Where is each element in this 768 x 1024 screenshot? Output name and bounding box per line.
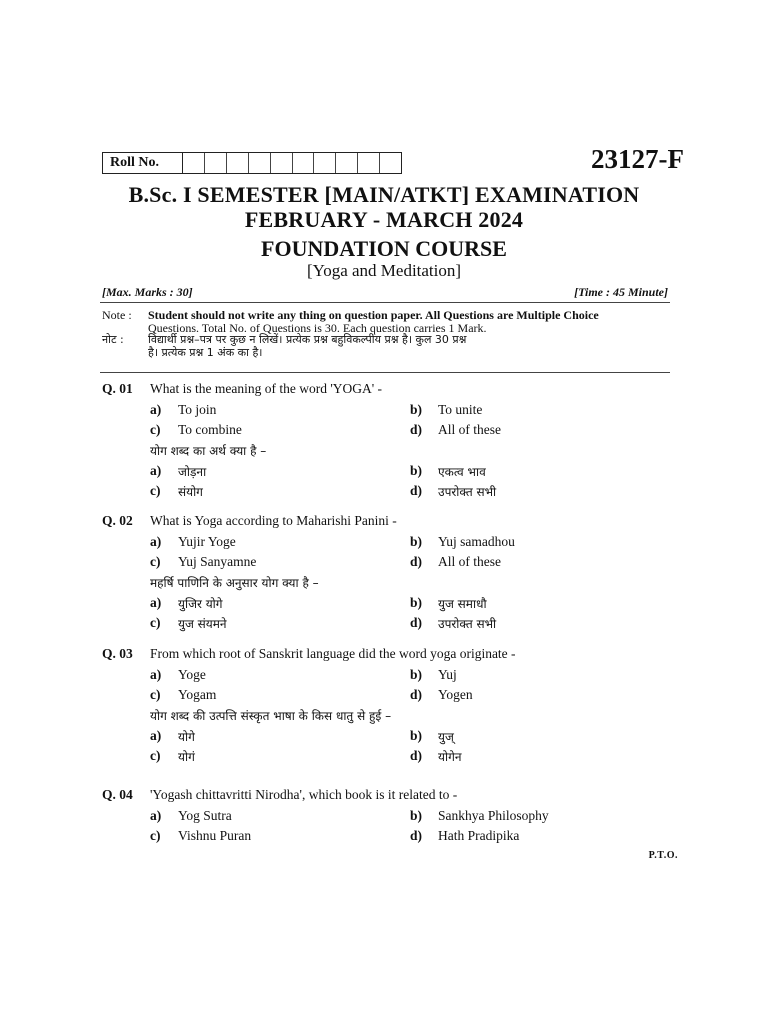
option-letter: d) [410,748,423,764]
option-text: Vishnu Puran [178,828,252,844]
option-letter: a) [150,727,162,743]
option-text: Sankhya Philosophy [438,807,549,823]
roll-number-cell [380,153,401,173]
course-title: FOUNDATION COURSE [261,236,507,261]
note-label-hindi: नोट : [102,333,124,346]
note-label: Note : [102,308,132,322]
note-text-hindi: है। प्रत्येक प्रश्न 1 अंक का है। [148,345,263,359]
option-text-hindi: योगेन [438,750,462,765]
question-text-hindi: योग शब्द का अर्थ क्या है – [150,444,267,459]
question-text: What is Yoga according to Maharishi Panini - [150,513,397,529]
option-text: Yoge [178,666,206,682]
instructions-note [102,309,678,359]
option-text: To unite [438,401,483,417]
option-letter: d) [410,422,423,438]
option-text-hindi: युजिर योगे [178,596,223,611]
option-text-hindi: युज संयमने [178,617,227,632]
note-text: Student should not write any thing on question paper. All Questions are Multiple Choice [148,308,599,322]
option-text: Yogam [178,687,217,703]
option-letter: d) [410,483,423,499]
option-letter: c) [150,828,161,844]
roll-number-cell [183,153,205,173]
option-letter: a) [150,462,162,478]
roll-number-cell [205,153,227,173]
option-text-hindi: युज् [438,729,454,744]
max-marks: [Max. Marks : 30] [102,285,193,299]
option-text: To join [178,401,217,417]
option-letter: c) [150,687,161,703]
roll-number-cell [336,153,358,173]
option-letter: d) [410,554,423,570]
question-text: 'Yogash chittavritti Nirodha', which book is it related to - [150,787,458,803]
option-text: To combine [178,422,242,438]
time-allowed: [Time : 45 Minute] [574,285,668,299]
option-text-hindi: एकत्व भाव [438,464,486,479]
question-block [102,785,678,847]
option-letter: b) [410,807,423,823]
divider [100,302,670,303]
option-letter: c) [150,748,161,764]
roll-number-cell [293,153,315,173]
option-text: Yog Sutra [178,807,232,823]
question-text: From which root of Sanskrit language did the word yoga originate - [150,646,516,662]
option-text-hindi: युज समाधौ [438,596,487,611]
question-text-hindi: महर्षि पाणिनि के अनुसार योग क्या है – [150,576,319,591]
option-letter: c) [150,554,161,570]
roll-number-cell [358,153,380,173]
option-text-hindi: योगे [178,729,195,744]
option-letter: b) [410,462,423,478]
option-text-hindi: उपरोक्त सभी [438,485,497,500]
question-block [102,644,678,767]
option-letter: c) [150,615,161,631]
option-text: All of these [438,422,501,438]
option-letter: b) [410,666,423,682]
roll-number-cell [271,153,293,173]
question-number: Q. 03 [102,646,133,662]
paper-code: 23127-F [591,144,684,174]
divider [100,372,670,373]
question-number: Q. 01 [102,381,133,397]
option-letter: d) [410,615,423,631]
option-letter: b) [410,401,423,417]
question-number: Q. 04 [102,787,133,803]
option-letter: d) [410,687,423,703]
option-letter: c) [150,483,161,499]
question-number: Q. 02 [102,513,133,529]
exam-session: FEBRUARY - MARCH 2024 [244,207,524,232]
option-letter: b) [410,727,423,743]
note-text: Questions. Total No. of Questions is 30. Each question carries 1 Mark. [148,320,487,335]
subject-title: [Yoga and Meditation] [306,261,462,280]
roll-number-box [102,152,402,174]
option-letter: a) [150,594,162,610]
option-text: Yuj Sanyamne [178,554,257,570]
option-text: Yuj [438,666,457,682]
exam-title: B.Sc. I SEMESTER [MAIN/ATKT] EXAMINATION [128,182,640,207]
option-letter: b) [410,594,423,610]
option-letter: a) [150,533,162,549]
option-text: Yogen [438,687,473,703]
option-letter: a) [150,807,162,823]
question-block [102,379,678,502]
note-text-hindi: विद्यार्थी प्रश्न–पत्र पर कुछ न लिखें। प्रत्येक प्रश्न बहुविकल्पीय प्रश्न है। कुल 30 प्रश्न [148,333,467,346]
roll-number-cell [227,153,249,173]
roll-number-label: Roll No. [103,153,183,173]
roll-number-cell [249,153,271,173]
option-letter: d) [410,828,423,844]
option-text: Yujir Yoge [178,533,236,549]
page-turn-over: P.T.O. [648,850,678,861]
option-text: Yuj samadhou [438,533,515,549]
option-letter: a) [150,401,162,417]
roll-number-cell [314,153,336,173]
option-text-hindi: संयोग [178,485,203,500]
option-text-hindi: जोड़ना [178,464,207,479]
question-text-hindi: योग शब्द की उत्पत्ति संस्कृत भाषा के किस धातु से हुई – [150,709,392,724]
question-block [102,511,678,634]
question-text: What is the meaning of the word 'YOGA' - [150,381,383,397]
option-letter: c) [150,422,161,438]
option-text: All of these [438,554,501,570]
option-text-hindi: उपरोक्त सभी [438,617,497,632]
option-text-hindi: योगं [178,750,195,765]
option-letter: b) [410,533,423,549]
option-letter: a) [150,666,162,682]
option-text: Hath Pradipika [438,828,520,844]
marks-time-row [102,285,668,300]
